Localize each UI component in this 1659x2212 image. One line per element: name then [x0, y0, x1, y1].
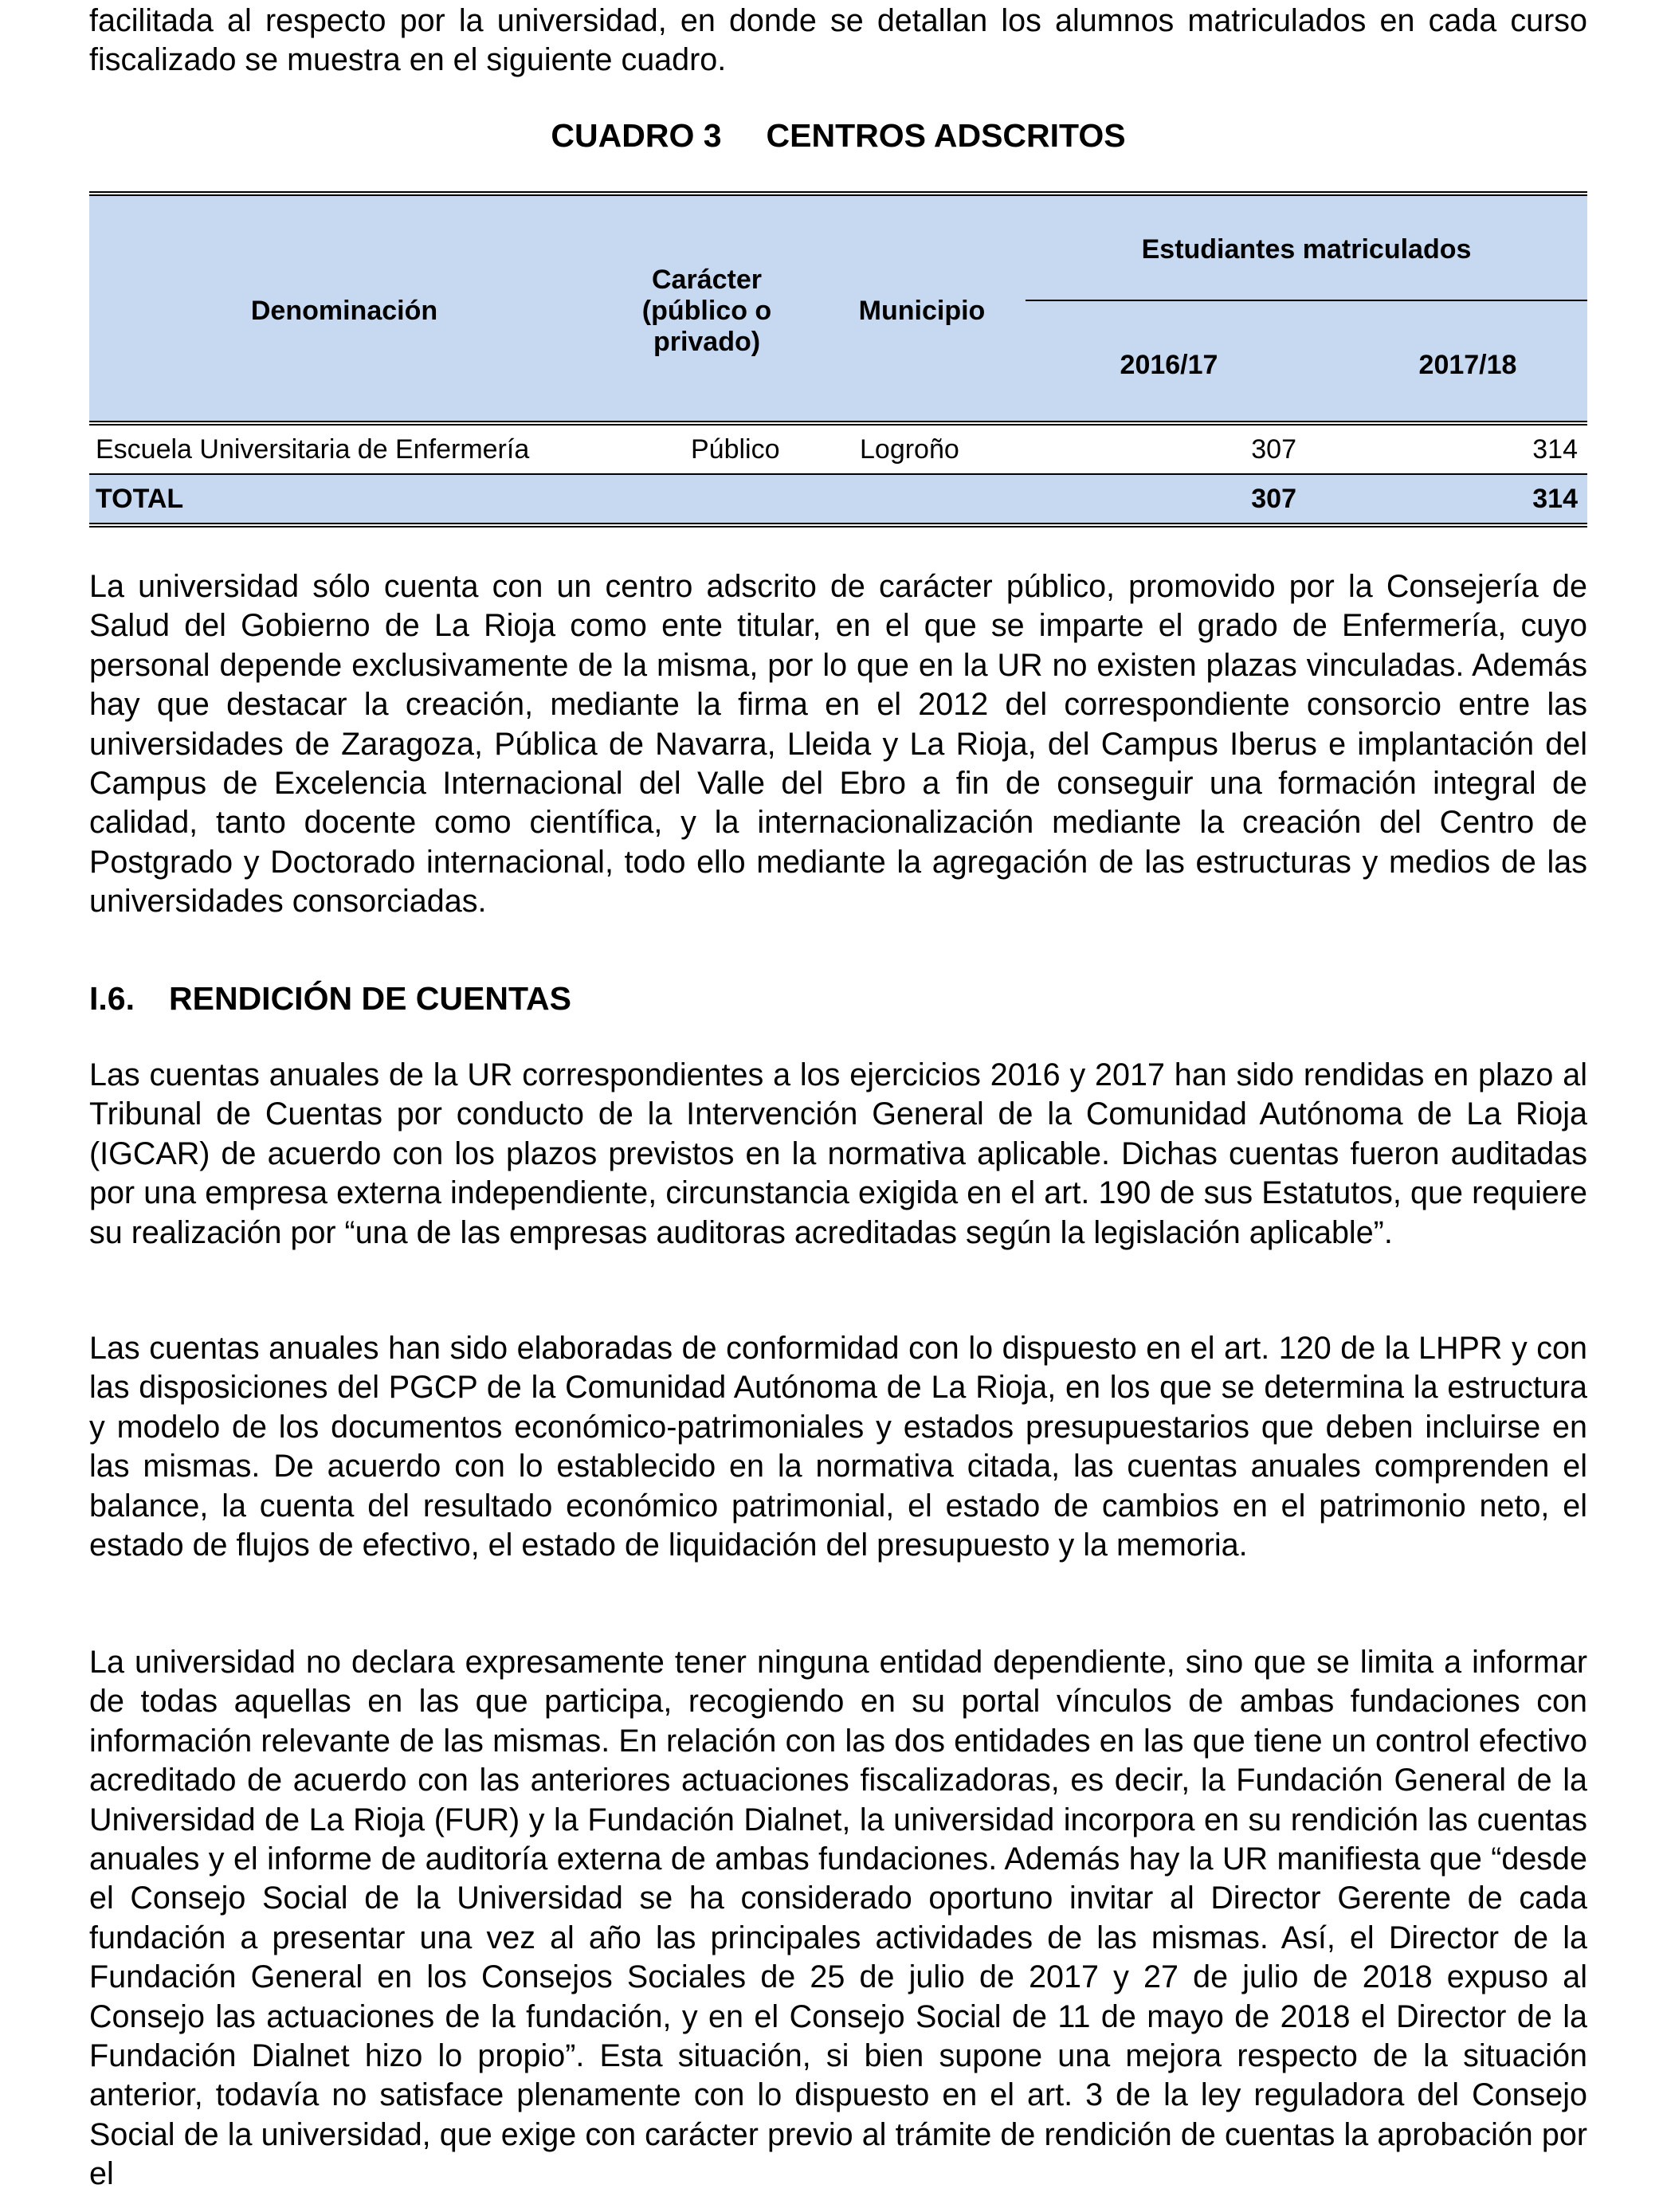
paragraph-rendicion: Las cuentas anuales de la UR correspondientes a los ejercicios 2016 y 2017 han sido rendidas en plazo al Tribunal de Cuentas por conducto de la Intervención General de la Comunidad Autónoma de La Rioja (IGCAR) de acuerdo con los plazos previstos en la normativa aplicable. Dichas cuentas fueron auditadas por una empresa externa independiente, circunstancia exigida en el art. 190 de sus Estatutos, que requiere su realización por “una de las empresas auditoras acreditadas según la legislación aplicable”. [89, 1057, 1587, 1250]
cell-caracter: Público [691, 434, 780, 465]
header-estudiantes-matriculados: Estudiantes matriculados [1141, 234, 1472, 265]
table-caption [89, 116, 1587, 155]
cell-2016-17: 307 [1251, 434, 1296, 465]
cell-denominacion: Escuela Universitaria de Enfermería [96, 434, 530, 465]
cell-municipio: Logroño [860, 434, 959, 465]
caption-title: CENTROS ADSCRITOS [766, 117, 1126, 154]
total-label: TOTAL [96, 484, 184, 514]
caption-number: CUADRO 3 [551, 117, 722, 154]
cell-2017-18: 314 [1532, 434, 1578, 465]
table-row [89, 426, 1587, 473]
section-title: RENDICIÓN DE CUENTAS [169, 980, 571, 1017]
total-2016-17: 307 [1251, 484, 1296, 514]
header-denominacion: Denominación [250, 296, 438, 326]
header-subdivider [1026, 300, 1587, 301]
header-year-2017-18: 2017/18 [1418, 350, 1517, 380]
section-number: I.6. [89, 980, 135, 1017]
paragraph-cuentas-anuales: Las cuentas anuales han sido elaboradas de conformidad con lo dispuesto en el art. 120 de la LHPR y con las disposiciones del PGCP de la Comunidad Autónoma de La Rioja, en los que se determina la estructura y modelo de los documentos económico-patrimoniales y estados presupuestarios que deben incluirse en las mismas. De acuerdo con lo establecido en la normativa citada, las cuentas anuales comprenden el balance, la cuenta del resultado económico patrimonial, el estado de cambios en el patrimonio neto, el estado de flujos de efectivo, el estado de liquidación del presupuesto y la memoria. [89, 1331, 1587, 1563]
table-header [89, 196, 1587, 421]
paragraph-entidades: La universidad no declara expresamente tener ninguna entidad dependiente, sino que se limita a informar de todas aquellas en las que participa, recogiendo en su portal vínculos de ambas fundaciones con información relevante de las mismas. En relación con las dos entidades en las que tiene un control efectivo acreditado de acuerdo con las anteriores actuaciones fiscalizadoras, es decir, la Fundación General de la Universidad de La Rioja (FUR) y la Fundación Dialnet, la universidad incorpora en su rendición las cuentas anuales y el informe de auditoría externa de ambas fundaciones. Además hay la UR manifiesta que “desde el Consejo Social de la Universidad se ha considerado oportuno invitar al Director Gerente de cada fundación a presentar una vez al año las principales actividades de las mismas. Así, el Director de la Fundación General en los Consejos Sociales de 25 de julio de 2017 y 27 de julio de 2018 expuso al Consejo las actuaciones de la fundación, y en el Consejo Social de 11 de mayo de 2018 el Director de la Fundación Dialnet hizo lo propio”. Esta situación, si bien supone una mejora respecto de la situación anterior, todavía no satisface plenamente con lo dispuesto en el art. 3 de la ley reguladora del Consejo Social de la universidad, que exige con carácter previo al trámite de rendición de cuentas la aprobación por el [89, 1645, 1587, 2192]
total-2017-18: 314 [1532, 484, 1578, 514]
header-caracter: Carácter (público o privado) [641, 265, 772, 357]
header-year-2016-17: 2016/17 [1120, 350, 1218, 380]
paragraph-centros: La universidad sólo cuenta con un centro adscrito de carácter público, promovido por la Consejería de Salud del Gobierno de La Rioja como ente titular, en el que se imparte el grado de Enfermería, cuyo personal depende exclusivamente de la misma, por lo que en la UR no existen plazas vinculadas. Además hay que destacar la creación, mediante la firma en el 2012 del correspondiente consorcio entre las universidades de Zaragoza, Pública de Navarra, Lleida y La Rioja, del Campus Iberus e implantación del Campus de Excelencia Internacional del Valle del Ebro a fin de conseguir una formación integral de calidad, tanto docente como científica, y la internacionalización mediante la creación del Centro de Postgrado y Doctorado internacional, todo ello mediante la agregación de las estructuras y medios de las universidades consorciadas. [89, 569, 1587, 920]
section-heading [89, 979, 571, 1018]
table-bottom-rule [89, 523, 1587, 528]
header-municipio: Municipio [858, 296, 986, 326]
centros-adscritos-table [89, 191, 1587, 528]
intro-paragraph: facilitada al respecto por la universidad, en donde se detallan los alumnos matriculados en cada curso fiscalizado se muestra en el siguiente cuadro. [89, 3, 1587, 78]
total-row [89, 475, 1587, 523]
